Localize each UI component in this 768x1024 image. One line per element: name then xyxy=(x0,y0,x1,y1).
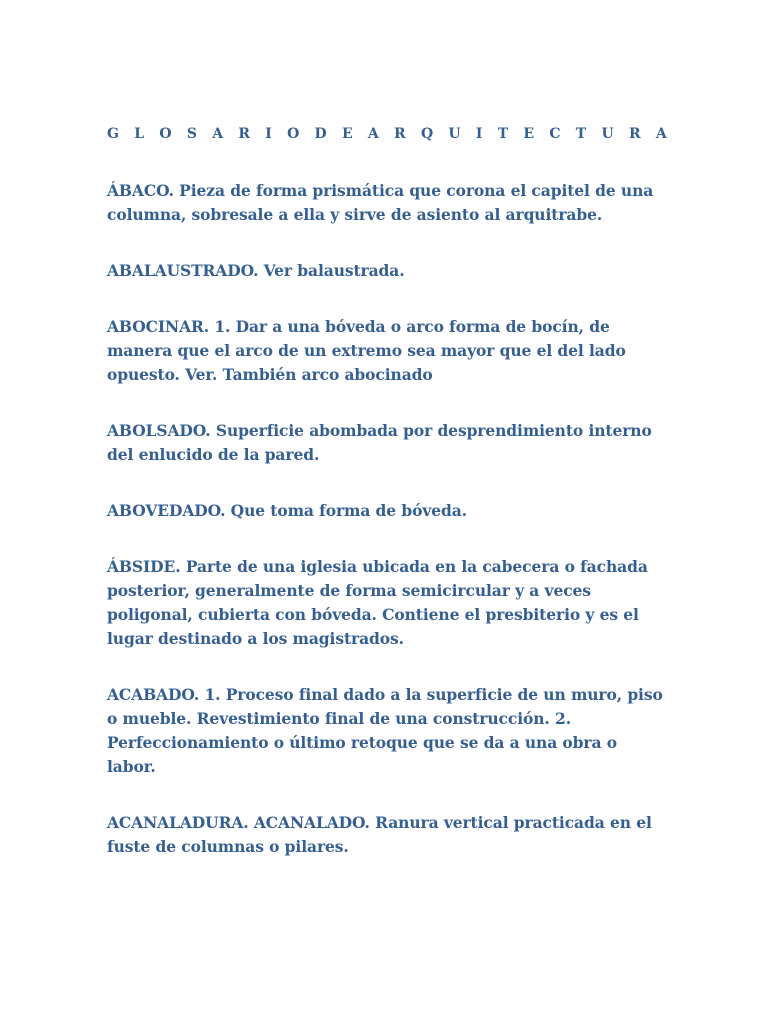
glossary-entry-abolsado: ABOLSADO. Superficie abombada por desprendimiento interno del enlucido de la pared. xyxy=(107,421,652,464)
glossary-entry-abaco: ÁBACO. Pieza de forma prismática que corona el capitel de una columna, sobresale a ella y sirve de asiento al arquitrabe. xyxy=(107,181,654,224)
glossary-entry-abalaustrado: ABALAUSTRADO. Ver balaustrada. xyxy=(107,261,405,280)
glossary-entry-acabado: ACABADO. 1. Proceso final dado a la superficie de un muro, piso o mueble. Revestimiento final de una construcción. 2. Perfeccionamiento o último retoque que se da a una obra o labor. xyxy=(107,685,663,776)
document-page xyxy=(107,124,672,891)
glossary-entry-abovedado: ABOVEDADO. Que toma forma de bóveda. xyxy=(107,501,467,520)
glossary-entry-abside: ÁBSIDE. Parte de una iglesia ubicada en la cabecera o fachada posterior, generalmente de forma semicircular y a veces poligonal, cubierta con bóveda. Contiene el presbiterio y es el lugar destinado a los magistrados. xyxy=(107,557,648,648)
glossary-entry-abocinar: ABOCINAR. 1. Dar a una bóveda o arco forma de bocín, de manera que el arco de un extremo sea mayor que el del lado opuesto. Ver. También arco abocinado xyxy=(107,317,626,384)
glossary-entry-acanaladura: ACANALADURA. ACANALADO. Ranura vertical practicada en el fuste de columnas o pilares. xyxy=(107,813,652,856)
document-title: G L O S A R I O D E A R Q U I T E C T U R A xyxy=(107,126,672,142)
